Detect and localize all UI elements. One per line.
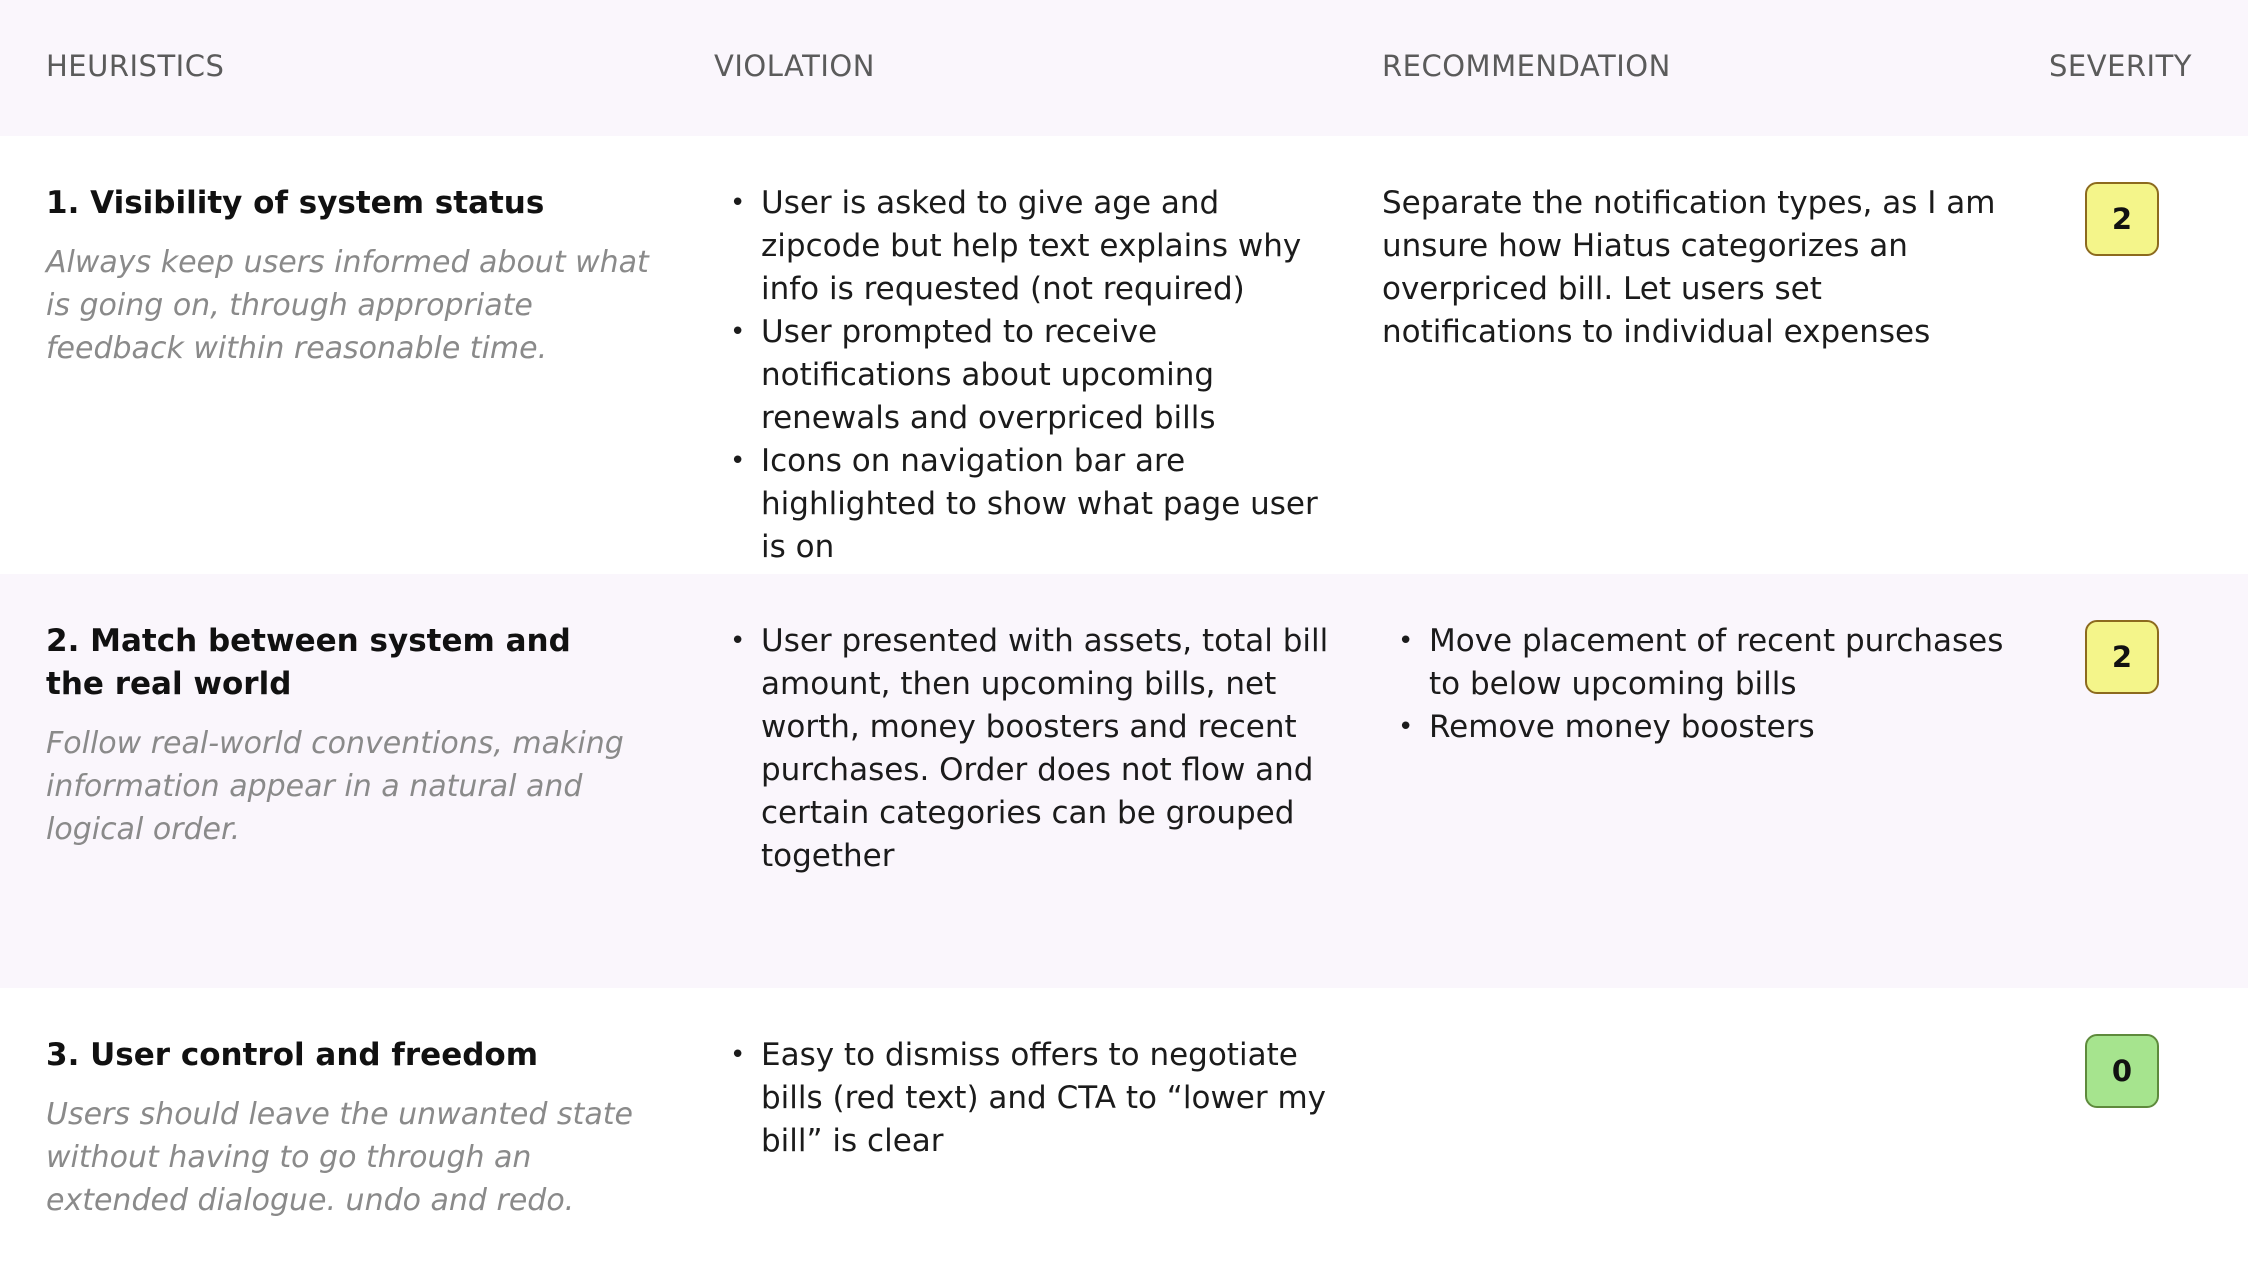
violation-item: • User presented with assets, total bill amount, then upcoming bills, net worth, money boosters and recent purchases. Order does not flow and certain categories can be grouped together	[714, 620, 1344, 878]
recommendation-item: • Remove money boosters	[1382, 706, 2022, 749]
table-row	[0, 574, 2248, 988]
table-header	[0, 0, 2248, 136]
recommendation-text: Separate the notification types, as I am unsure how Hiatus categorizes an overpriced bill. Let users set notifications to individual expenses	[1382, 185, 1996, 350]
table-row	[0, 136, 2248, 574]
heuristic-description: Follow real-world conventions, making information appear in a natural and logical order.	[46, 726, 624, 847]
table-row	[0, 988, 2248, 1284]
severity-badge: 0	[2085, 1034, 2159, 1108]
severity-badge: 2	[2085, 620, 2159, 694]
heuristic-title: 3. User control and freedom	[46, 1037, 539, 1073]
header-violation: VIOLATION	[714, 49, 875, 83]
violation-list	[714, 1034, 1344, 1163]
violation-list	[714, 620, 1344, 878]
severity-badge: 2	[2085, 182, 2159, 256]
header-recommendation: RECOMMENDATION	[1382, 49, 1671, 83]
heuristic-description: Users should leave the unwanted state without having to go through an extended dialogue. undo and redo.	[46, 1097, 633, 1218]
recommendation-item: • Move placement of recent purchases to below upcoming bills	[1382, 620, 2022, 706]
violation-item: • User is asked to give age and zipcode but help text explains why info is requested (not required)	[714, 182, 1344, 311]
heuristic-description: Always keep users informed about what is going on, through appropriate feedback within reasonable time.	[46, 245, 649, 366]
heuristic-title: 1. Visibility of system status	[46, 185, 545, 221]
header-severity: SEVERITY	[2049, 49, 2193, 83]
header-heuristics: HEURISTICS	[46, 49, 225, 83]
violation-item: • Easy to dismiss offers to negotiate bills (red text) and CTA to “lower my bill” is clear	[714, 1034, 1344, 1163]
violation-item: • User prompted to receive notifications about upcoming renewals and overpriced bills	[714, 311, 1344, 440]
violation-item: • Icons on navigation bar are highlighted to show what page user is on	[714, 440, 1344, 569]
heuristic-title: 2. Match between system and the real world	[46, 623, 571, 702]
violation-list	[714, 182, 1344, 569]
recommendation-list	[1382, 620, 2022, 749]
